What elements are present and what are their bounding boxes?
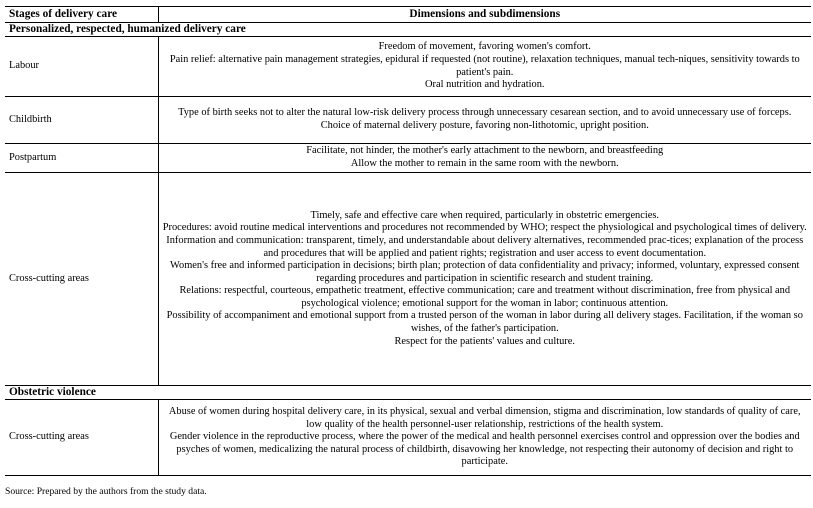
table-row [5,400,811,476]
table-row [5,97,811,144]
stage-label: Cross-cutting areas [5,400,158,476]
stage-label: Postpartum [5,144,158,173]
table-row [5,144,811,173]
dimension-item: Type of birth seeks not to alter the natural low-risk delivery process through unnecessary cesarean section, and to avoid unnecessary use of forceps. [178,107,792,119]
section-row [5,23,811,37]
section-title-obstetric-violence: Obstetric violence [5,386,811,400]
dimensions-cell [158,144,811,173]
header-stages: Stages of delivery care [5,7,158,23]
stage-label: Cross-cutting areas [5,173,158,386]
dimension-item: Relations: respectful, courteous, empathetic treatment, effective communication; care and treatment without discrimination, free from physical and psychological violence; emotional support for the woman in labor; continuous attention. [179,285,791,309]
dimensions-cell [158,37,811,97]
dimension-item: Timely, safe and effective care when required, particularly in obstetric emergencies. [310,209,660,221]
dimension-item: Freedom of movement, favoring women's comfort. [378,41,591,53]
dimension-item: Abuse of women during hospital delivery care, in its physical, sexual and verbal dimension, stigma and discrimination, low standards of quality of care, low quality of the health personnel-user relationship, restrictions of the health system. [168,406,801,430]
table-row [5,173,811,386]
stage-label: Childbirth [5,97,158,144]
dimensions-cell [158,173,811,386]
dimensions-cell [158,400,811,476]
delivery-care-table [5,6,811,476]
dimension-item: Respect for the patients' values and culture. [394,335,575,347]
section-title-humanized: Personalized, respected, humanized delivery care [5,23,811,37]
dimension-item: Procedures: avoid routine medical interventions and procedures not recommended by WHO; respect the physiological and psychological times of delivery. [162,222,807,234]
source-note: Source: Prepared by the authors from the study data. [5,486,207,497]
dimension-item: Choice of maternal delivery posture, favoring non-lithotomic, upright position. [320,120,649,131]
dimension-item: Women's free and informed participation in decisions; birth plan; protection of data confidentiality and privacy; informed, voluntary, expressed consent regarding procedures and participation in scientific research and student training. [170,260,800,284]
dimension-item: Allow the mother to remain in the same room with the newborn. [350,158,619,169]
section-row [5,386,811,400]
dimension-item: Possibility of accompaniment and emotional support from a trusted person of the woman in labor during all delivery stages. Facilitation, if the woman so wishes, of the father's participation. [166,310,803,335]
dimension-item: Information and communication: transparent, timely, and understandable about delivery alternatives, recommended prac-tices; explanation of the process and procedures that will be applied and patient rights; registration and user access to event documentation. [166,234,804,259]
dimension-item: Pain relief: alternative pain management strategies, epidural if requested (not routine), relaxation techniques, manual tech-niques, sensitivity towards to patient's pain. [169,53,800,78]
dimension-item: Gender violence in the reproductive process, where the power of the medical and health personnel exercises control and oppression over the bodies and psyches of women, medicalizing the natural process of childbirth, disavowing her knowledge, not respecting their autonomy of decision and right to participate. [169,431,800,468]
header-dimensions: Dimensions and subdimensions [158,7,811,23]
dimension-item: Oral nutrition and hydration. [425,79,545,91]
dimensions-cell [158,97,811,144]
table-header-row [5,7,811,23]
table-row [5,37,811,97]
stage-label: Labour [5,37,158,97]
dimension-item: Facilitate, not hinder, the mother's early attachment to the newborn, and breastfeeding [306,145,664,157]
